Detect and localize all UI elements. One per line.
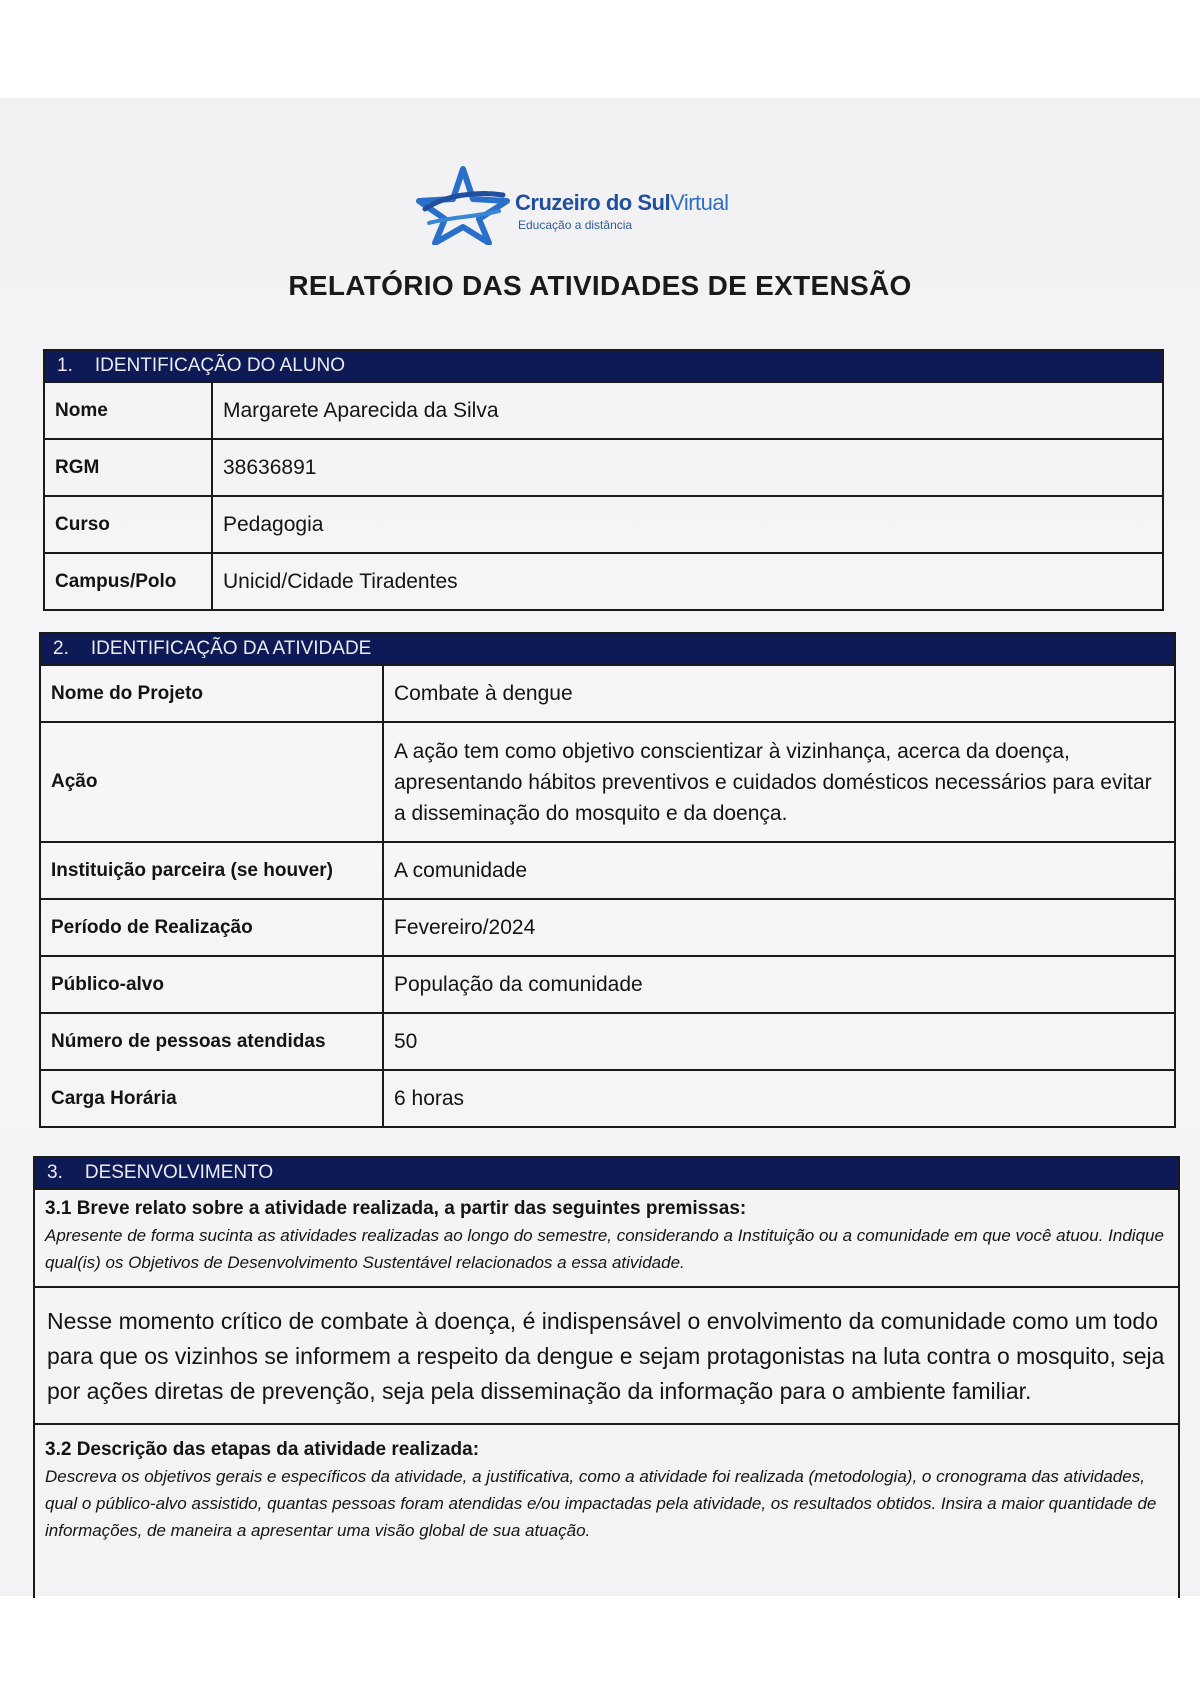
- table-row: [45, 553, 1162, 609]
- period-value: Fevereiro/2024: [383, 899, 1174, 956]
- table-row: [41, 1070, 1174, 1126]
- partner-institution-value: A comunidade: [383, 842, 1174, 899]
- table-row: [45, 496, 1162, 553]
- target-audience-value: População da comunidade: [383, 956, 1174, 1013]
- section-development: [33, 1156, 1180, 1598]
- action-value: A ação tem como objetivo conscientizar à vizinhança, acerca da doença, apresentando hábitos preventivos e cuidados domésticos necessários para evitar a disseminação do mosquito e da doença.: [383, 722, 1174, 842]
- people-served-value: 50: [383, 1013, 1174, 1070]
- table-row: [41, 899, 1174, 956]
- field-label: Instituição parceira (se houver): [41, 842, 383, 899]
- institution-logo: [415, 165, 755, 245]
- course-value: Pedagogia: [212, 496, 1162, 553]
- subsection-title: 3.2 Descrição das etapas da atividade realizada:: [45, 1439, 480, 1460]
- student-name-value: Margarete Aparecida da Silva: [223, 398, 499, 422]
- workload-value: 6 horas: [383, 1070, 1174, 1126]
- subsection-title: 3.1 Breve relato sobre a atividade realizada, a partir das seguintes premissas:: [45, 1198, 747, 1219]
- table-row: [41, 1013, 1174, 1070]
- logo-tagline: Educação a distância: [518, 218, 633, 232]
- subsection-3-1-answer: Nesse momento crítico de combate à doença, é indispensável o envolvimento da comunidade como um todo para que os vizinhos se informem a respeito da dengue e sejam protagonistas na luta contra o mosquito, seja por ações diretas de prevenção, seja pela disseminação da informação para o ambiente familiar.: [35, 1288, 1178, 1425]
- table-row: [41, 722, 1174, 842]
- star-logo-icon: [415, 165, 511, 245]
- section-student-identification: [43, 349, 1164, 611]
- section-header: 1. IDENTIFICAÇÃO DO ALUNO: [45, 351, 1162, 383]
- field-label: Público-alvo: [41, 956, 383, 1013]
- subsection-instructions: Apresente de forma sucinta as atividades realizadas ao longo do semestre, considerando a Instituição ou a comunidade em que você atuou. Indique qual(is) os Objetivos de Desenvolvimento Sustentável relacionados a essa atividade.: [45, 1226, 1164, 1272]
- field-label: Período de Realização: [41, 899, 383, 956]
- field-label: Campus/Polo: [45, 553, 212, 609]
- student-info-table: [45, 383, 1162, 609]
- activity-info-table: [41, 666, 1174, 1126]
- field-label: Carga Horária: [41, 1070, 383, 1126]
- subsection-3-2-prompt: [35, 1425, 1178, 1554]
- section-header: 3. DESENVOLVIMENTO: [35, 1158, 1178, 1190]
- project-name-value: Combate à dengue: [394, 682, 573, 705]
- field-label: Curso: [45, 496, 212, 553]
- rgm-value: 38636891: [212, 439, 1162, 496]
- table-row: [45, 439, 1162, 496]
- table-row: [41, 956, 1174, 1013]
- campus-value: Unicid/Cidade Tiradentes: [212, 553, 1162, 609]
- field-label: Ação: [41, 722, 383, 842]
- table-row: [41, 842, 1174, 899]
- field-label: Número de pessoas atendidas: [41, 1013, 383, 1070]
- logo-brand-name: Cruzeiro do SulVirtual: [515, 190, 729, 215]
- field-label: Nome: [45, 383, 212, 439]
- table-row: [41, 666, 1174, 722]
- field-label: RGM: [45, 439, 212, 496]
- subsection-3-1-prompt: [35, 1190, 1178, 1288]
- subsection-instructions: Descreva os objetivos gerais e específicos da atividade, a justificativa, como a atividade foi realizada (metodologia), o cronograma das atividades, qual o público-alvo assistido, quantas pessoas foram atendidas e/ou impactadas pela atividade, os resultados obtidos. Insira a maior quantidade de informações, de maneira a apresentar uma visão global de sua atuação.: [45, 1467, 1157, 1540]
- field-label: Nome do Projeto: [41, 666, 383, 722]
- table-row: [45, 383, 1162, 439]
- section-activity-identification: [39, 632, 1176, 1128]
- document-title: RELATÓRIO DAS ATIVIDADES DE EXTENSÃO: [288, 270, 912, 301]
- section-header: 2. IDENTIFICAÇÃO DA ATIVIDADE: [41, 634, 1174, 666]
